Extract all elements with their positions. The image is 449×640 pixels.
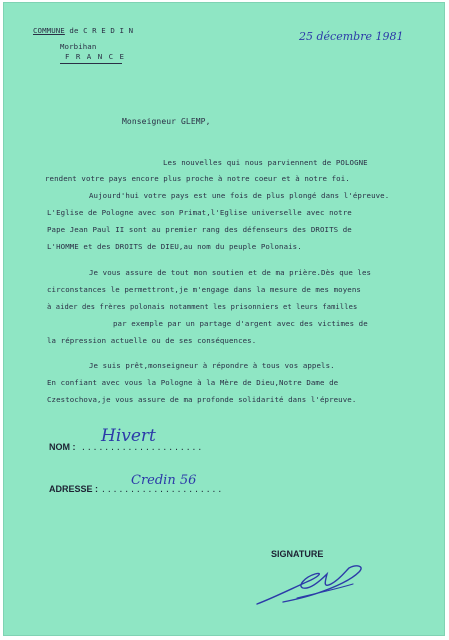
body-line: la répression actuelle ou de ses conséquences. bbox=[47, 336, 257, 345]
body-line: rendent votre pays encore plus proche à notre coeur et à notre foi. bbox=[45, 174, 350, 183]
country: F R A N C E bbox=[65, 52, 125, 61]
body-line: Je suis prêt,monseigneur à répondre à tous vos appels. bbox=[89, 361, 335, 370]
body-line: L'Eglise de Pologne avec son Primat,l'Eglise universelle avec notre bbox=[47, 208, 352, 217]
commune-name: de C R E D I N bbox=[69, 26, 134, 35]
adresse-label: ADRESSE : bbox=[49, 484, 99, 494]
signature-label: SIGNATURE bbox=[271, 549, 324, 559]
nom-label: NOM : bbox=[49, 442, 76, 452]
commune-line bbox=[33, 26, 133, 35]
commune-label: COMMUNE bbox=[33, 26, 65, 35]
body-line: circonstances le permettront,je m'engage dans la mesure de mes moyens bbox=[47, 285, 361, 294]
body-line: En confiant avec vous la Pologne à la Mère de Dieu,Notre Dame de bbox=[47, 378, 339, 387]
adresse-dotted-line: ..................... bbox=[101, 485, 224, 494]
date: 25 décembre 1981 bbox=[299, 30, 404, 43]
letter-sheet bbox=[3, 2, 445, 636]
nom-value[interactable]: Hivert bbox=[101, 426, 156, 446]
body-line: Aujourd'hui votre pays est une fois de plus plongé dans l'épreuve. bbox=[89, 191, 390, 200]
department: Morbihan bbox=[60, 42, 97, 51]
body-line: Pape Jean Paul II sont au premier rang des défenseurs des DROITS de bbox=[47, 225, 352, 234]
nom-dotted-line: ..................... bbox=[81, 443, 204, 452]
handwritten-signature bbox=[253, 558, 373, 610]
salutation: Monseigneur GLEMP, bbox=[122, 117, 211, 126]
body-line: Les nouvelles qui nous parviennent de POLOGNE bbox=[163, 158, 368, 167]
adresse-value[interactable]: Credin 56 bbox=[131, 473, 197, 488]
body-line: Je vous assure de tout mon soutien et de ma prière.Dès que les bbox=[89, 268, 372, 277]
body-line: Czestochova,je vous assure de ma profonde solidarité dans l'épreuve. bbox=[47, 395, 357, 404]
body-line: à aider des frères polonais notamment les prisonniers et leurs familles bbox=[47, 302, 358, 311]
body-line: par exemple par un partage d'argent avec des victimes de bbox=[113, 319, 368, 328]
body-line: L'HOMME et des DROITS de DIEU,au nom du peuple Polonais. bbox=[47, 242, 302, 251]
header-rule bbox=[60, 63, 122, 64]
